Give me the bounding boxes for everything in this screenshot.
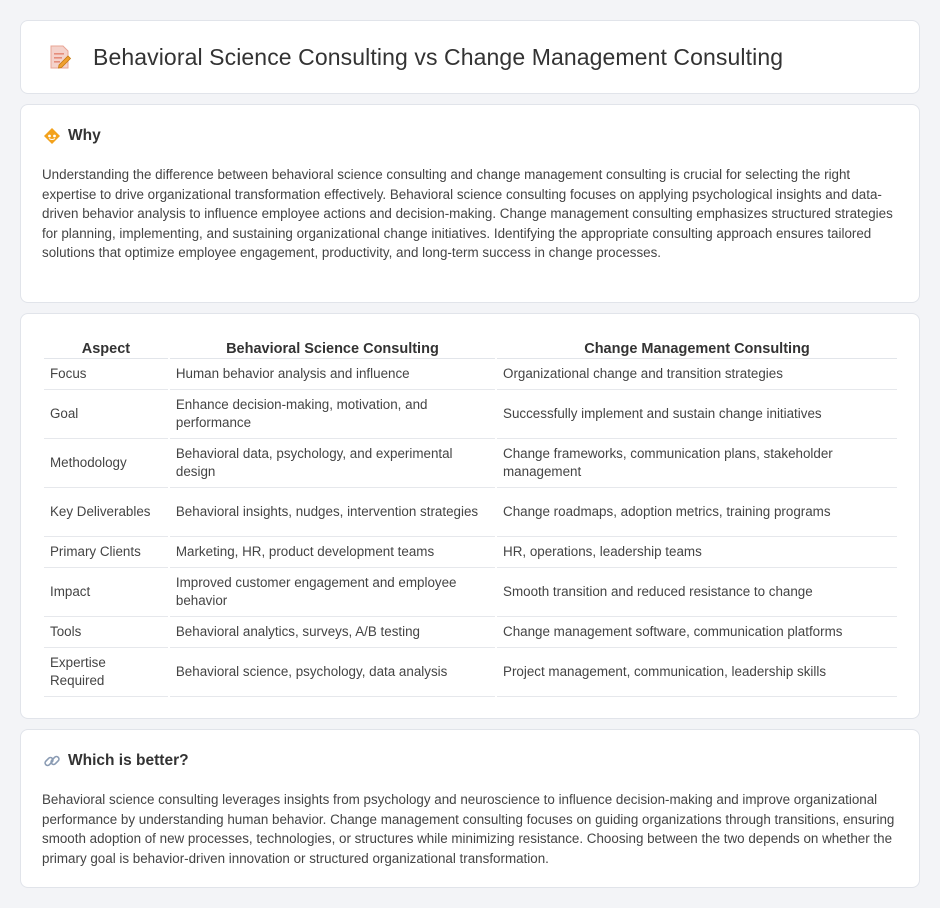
- row-change: Smooth transition and reduced resistance to change: [497, 568, 897, 617]
- row-behavioral: Human behavior analysis and influence: [170, 359, 495, 390]
- row-behavioral: Enhance decision-making, motivation, and performance: [170, 390, 495, 439]
- row-aspect: Focus: [44, 359, 168, 390]
- table-row: [44, 390, 897, 439]
- table-row: [44, 488, 897, 537]
- row-change: Change management software, communication platforms: [497, 617, 897, 648]
- comparison-section: [20, 313, 920, 719]
- row-change: Organizational change and transition strategies: [497, 359, 897, 390]
- header-behavioral: Behavioral Science Consulting: [170, 335, 495, 359]
- table-row: [44, 568, 897, 617]
- row-behavioral: Behavioral science, psychology, data analysis: [170, 648, 495, 697]
- row-behavioral: Behavioral analytics, surveys, A/B testing: [170, 617, 495, 648]
- row-behavioral: Improved customer engagement and employee behavior: [170, 568, 495, 617]
- row-aspect: Primary Clients: [44, 537, 168, 568]
- diamond-sparkle-icon: [43, 127, 61, 145]
- why-body: Understanding the difference between behavioral science consulting and change management consulting is crucial for selecting the right expertise to drive organizational transformation effectively. Behavioral science consulting focuses on applying psychological insights and data-driven behavior analysis to influence employee actions and decision-making. Change management consulting emphasizes structured strategies for planning, implementing, and sustaining organizational change initiatives. Identifying the appropriate consulting approach ensures tailored solutions that optimize employee engagement, productivity, and long-term success in change processes.: [42, 167, 893, 260]
- row-change: Change frameworks, communication plans, stakeholder management: [497, 439, 897, 488]
- row-change: Successfully implement and sustain change initiatives: [497, 390, 897, 439]
- table-row: [44, 359, 897, 390]
- document-edit-icon: [45, 43, 73, 71]
- row-behavioral: Behavioral insights, nudges, intervention strategies: [170, 488, 495, 537]
- title-card: [20, 20, 920, 94]
- table-row: [44, 439, 897, 488]
- header-aspect: Aspect: [44, 335, 168, 359]
- row-change: HR, operations, leadership teams: [497, 537, 897, 568]
- table-row: [44, 617, 897, 648]
- table-header-row: [44, 335, 897, 359]
- why-title: Why: [68, 127, 101, 144]
- row-aspect: Methodology: [44, 439, 168, 488]
- link-icon: [43, 752, 61, 770]
- row-change: Change roadmaps, adoption metrics, training programs: [497, 488, 897, 537]
- row-behavioral: Marketing, HR, product development teams: [170, 537, 495, 568]
- table-row: [44, 537, 897, 568]
- row-aspect: Impact: [44, 568, 168, 617]
- why-section: [20, 104, 920, 303]
- row-behavioral: Behavioral data, psychology, and experimental design: [170, 439, 495, 488]
- row-aspect: Tools: [44, 617, 168, 648]
- page-title: Behavioral Science Consulting vs Change Management Consulting: [93, 43, 784, 70]
- row-aspect: Goal: [44, 390, 168, 439]
- row-aspect: Key Deliverables: [44, 488, 168, 537]
- comparison-table: [42, 335, 899, 697]
- row-aspect: Expertise Required: [44, 648, 168, 697]
- header-change: Change Management Consulting: [497, 335, 897, 359]
- row-change: Project management, communication, leadership skills: [497, 648, 897, 697]
- which-better-body: Behavioral science consulting leverages insights from psychology and neuroscience to influence decision-making and improve organizational performance by understanding human behavior. Change management consulting focuses on guiding organizations through transitions, ensuring smooth adoption of new processes, technologies, or structures while minimizing resistance. Choosing between the two depends on whether the primary goal is behavior-driven innovation or structured organizational transformation.: [42, 792, 895, 866]
- table-row: [44, 648, 897, 697]
- which-better-section: [20, 729, 920, 888]
- which-better-title: Which is better?: [68, 752, 189, 769]
